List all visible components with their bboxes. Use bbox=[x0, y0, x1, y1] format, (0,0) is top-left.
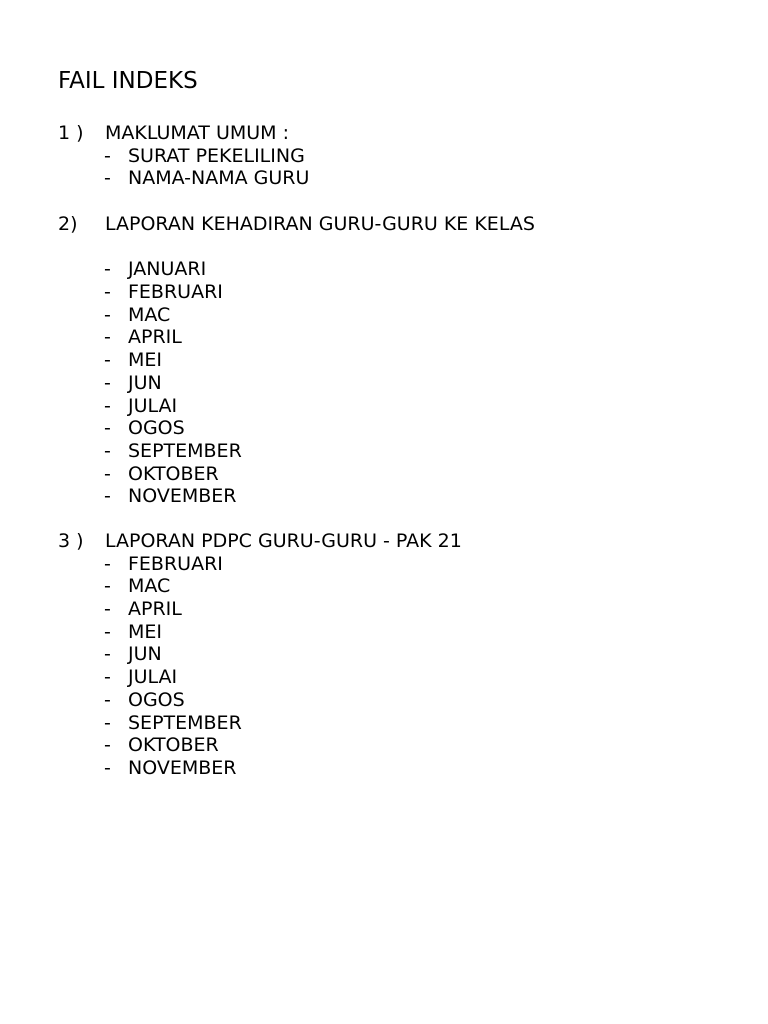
list-item-label: FEBRUARI bbox=[128, 552, 223, 575]
bullet-dash: - bbox=[104, 643, 111, 666]
section-number: 3 ) bbox=[58, 530, 84, 552]
bullet-dash: - bbox=[104, 417, 111, 440]
section-heading: LAPORAN KEHADIRAN GURU-GURU KE KELAS bbox=[105, 213, 535, 235]
list-item-label: FEBRUARI bbox=[128, 281, 223, 304]
bullet-dash: - bbox=[104, 371, 111, 394]
list-item-label: OGOS bbox=[128, 417, 185, 440]
list-item-label: OKTOBER bbox=[128, 462, 219, 485]
bullet-dash: - bbox=[104, 711, 111, 734]
list-item-label: MEI bbox=[128, 349, 163, 372]
bullet-dash: - bbox=[104, 485, 111, 508]
list-item bbox=[58, 440, 738, 463]
section-2-header bbox=[58, 213, 738, 236]
bullet-dash: - bbox=[104, 462, 111, 485]
list-item-label: OKTOBER bbox=[128, 734, 219, 757]
list-item bbox=[58, 167, 738, 190]
list-item-label: OGOS bbox=[128, 688, 185, 711]
list-item bbox=[58, 349, 738, 372]
list-item bbox=[58, 463, 738, 486]
section-1-header bbox=[58, 122, 738, 145]
list-item-label: JULAI bbox=[128, 666, 178, 689]
list-item bbox=[58, 553, 738, 576]
bullet-dash: - bbox=[104, 167, 111, 190]
bullet-dash: - bbox=[104, 734, 111, 757]
list-item bbox=[58, 145, 738, 168]
list-item-label: NAMA-NAMA GURU bbox=[128, 167, 310, 190]
list-item bbox=[58, 621, 738, 644]
list-item bbox=[58, 395, 738, 418]
list-item-label: APRIL bbox=[128, 326, 182, 349]
bullet-dash: - bbox=[104, 144, 111, 167]
list-item bbox=[58, 326, 738, 349]
list-item-label: SEPTEMBER bbox=[128, 439, 242, 462]
section-number: 2) bbox=[58, 213, 78, 235]
list-item bbox=[58, 734, 738, 757]
list-item-label: MAC bbox=[128, 303, 171, 326]
page-title: FAIL INDEKS bbox=[58, 68, 198, 94]
bullet-dash: - bbox=[104, 303, 111, 326]
list-item-label: JUN bbox=[128, 371, 162, 394]
list-item bbox=[58, 689, 738, 712]
list-item bbox=[58, 304, 738, 327]
list-item bbox=[58, 712, 738, 735]
section-1 bbox=[58, 122, 738, 190]
bullet-dash: - bbox=[104, 281, 111, 304]
list-item-label: MEI bbox=[128, 620, 163, 643]
bullet-dash: - bbox=[104, 688, 111, 711]
bullet-dash: - bbox=[104, 575, 111, 598]
bullet-dash: - bbox=[104, 258, 111, 281]
bullet-dash: - bbox=[104, 666, 111, 689]
list-item bbox=[58, 757, 738, 780]
list-item-label: NOVEMBER bbox=[128, 756, 237, 779]
list-item-label: NOVEMBER bbox=[128, 485, 237, 508]
section-heading: MAKLUMAT UMUM : bbox=[105, 122, 289, 144]
section-heading: LAPORAN PDPC GURU-GURU - PAK 21 bbox=[105, 530, 462, 552]
bullet-dash: - bbox=[104, 552, 111, 575]
list-item bbox=[58, 485, 738, 508]
list-item bbox=[58, 598, 738, 621]
bullet-dash: - bbox=[104, 349, 111, 372]
list-item-label: APRIL bbox=[128, 598, 182, 621]
blank-line bbox=[58, 236, 738, 259]
list-item bbox=[58, 666, 738, 689]
list-item bbox=[58, 417, 738, 440]
list-item bbox=[58, 575, 738, 598]
bullet-dash: - bbox=[104, 439, 111, 462]
section-2 bbox=[58, 213, 738, 508]
section-3 bbox=[58, 530, 738, 780]
list-item-label: JANUARI bbox=[128, 258, 207, 281]
bullet-dash: - bbox=[104, 394, 111, 417]
list-item-label: SEPTEMBER bbox=[128, 711, 242, 734]
section-3-header bbox=[58, 530, 738, 553]
bullet-dash: - bbox=[104, 756, 111, 779]
list-item-label: JUN bbox=[128, 643, 162, 666]
list-item bbox=[58, 372, 738, 395]
list-item-label: JULAI bbox=[128, 394, 178, 417]
bullet-dash: - bbox=[104, 326, 111, 349]
list-item-label: MAC bbox=[128, 575, 171, 598]
bullet-dash: - bbox=[104, 598, 111, 621]
list-item bbox=[58, 281, 738, 304]
list-item bbox=[58, 258, 738, 281]
bullet-dash: - bbox=[104, 620, 111, 643]
list-item bbox=[58, 643, 738, 666]
section-number: 1 ) bbox=[58, 122, 84, 144]
list-item-label: SURAT PEKELILING bbox=[128, 144, 305, 167]
